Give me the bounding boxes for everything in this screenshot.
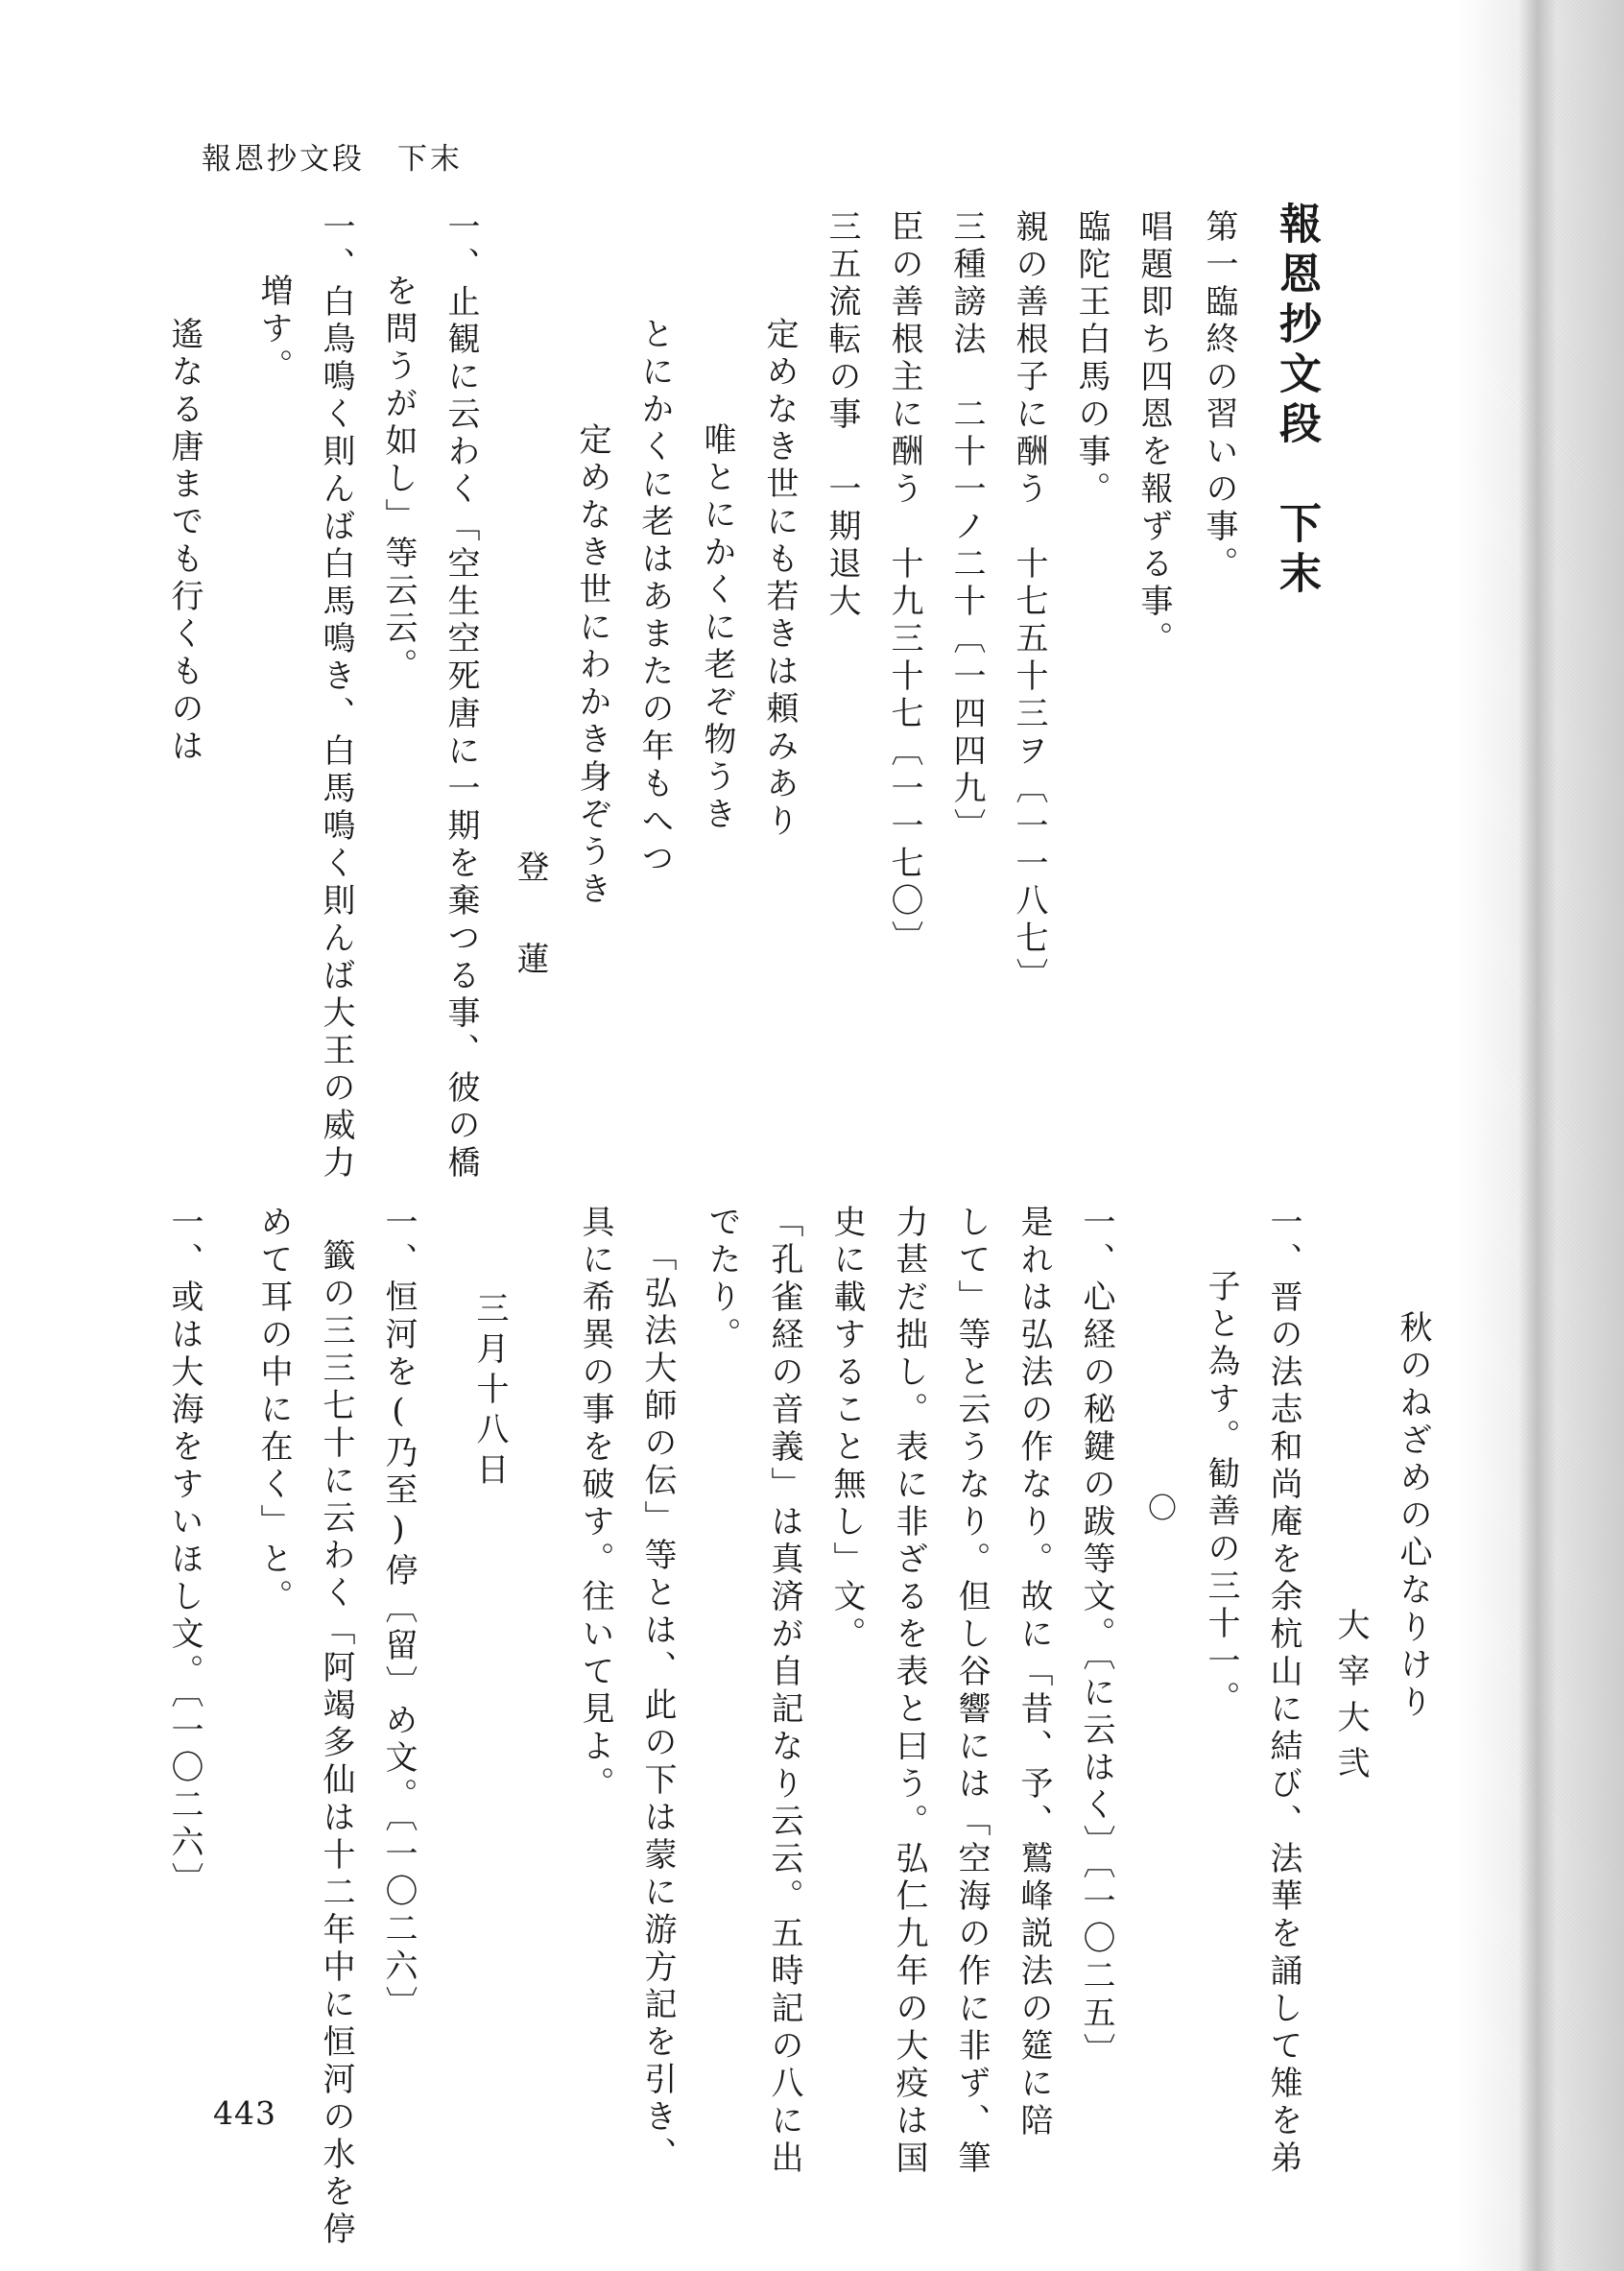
poem-line: 遙なる唐までも行くものは (165, 317, 203, 766)
text-column: 「孔雀経の音義」は真済が自記なり云云。五時記の八に出 (765, 1205, 803, 2178)
text-column: 具に希異の事を破す。往いて見よ。 (576, 1205, 614, 1804)
running-head: 報恩抄文段 下末 (202, 142, 463, 177)
page-number: 443 (213, 2094, 276, 2132)
text-column: 三種謗法 二十一ノ二十〔一四四九〕 (947, 209, 986, 846)
section-title: 報恩抄文段 下末 (1272, 202, 1321, 601)
poem-line: とにかくに老はあまたの年もへつ (635, 317, 674, 878)
text-column: 一、或は大海をすいほし文。〔一〇二六〕 (165, 1205, 203, 1900)
section-separator: 〇 (1142, 1493, 1176, 1526)
date-heading: 三月十八日 (470, 1291, 509, 1493)
text-column: 史に載すること無し」文。 (827, 1205, 866, 1654)
text-column: 一、恒河を(乃至)停〔留〕め文。〔一〇二六〕 (379, 1205, 418, 2023)
poem-author: 大宰大弐 (1331, 1608, 1370, 1792)
poem-line: 定めなき世にも若きは頼みあり (760, 317, 799, 841)
text-column: 一、心経の秘鍵の跋等文。〔に云はく〕〔一〇二五〕 (1077, 1205, 1115, 2070)
text-column: して」等と云うなり。但し谷響には「空海の作に非ず、筆 (952, 1205, 991, 2178)
text-column: 「弘法大師の伝」等とは、此の下は蒙に游方記を引き、 (638, 1238, 677, 2174)
text-column: 親の善根子に酬う 十七五十三ヲ〔一一八七〕 (1010, 209, 1048, 995)
text-column: 力甚だ拙し。表に非ざるを表と曰う。弘仁九年の大疫は国 (890, 1205, 928, 2178)
text-column: でたり。 (703, 1205, 741, 1354)
page-binding-edge (1518, 0, 1557, 2271)
text-column: 臨陀王白馬の事。 (1072, 209, 1111, 509)
text-column: 臣の善根主に酬う 十九三十七〔一一七〇〕 (885, 209, 923, 958)
text-column: 籤の三三七十に云わく「阿竭多仙は十二年中に恒河の水を停 (317, 1238, 355, 2249)
text-column: 子と為す。勧善の三十一。 (1202, 1269, 1240, 1718)
text-column: 一、止観に云わく「空生空死唐に一期を棄つる事、彼の橋 (442, 209, 480, 1183)
text-column: 三五流転の事 一期退大 (823, 209, 861, 621)
poem-line: 秋のねざめの心なりけり (1394, 1310, 1432, 1722)
poem-line: 定めなき世にわかき身ぞうき (573, 422, 611, 909)
text-column: を問うが如し」等云云。 (379, 274, 418, 685)
text-column: 唱題即ち四恩を報ずる事。 (1134, 209, 1173, 658)
text-column: 是れは弘法の作なり。故に「昔、予、鷲峰説法の筵に陪 (1015, 1205, 1053, 2140)
text-column: めて耳の中に在く」と。 (254, 1205, 293, 1616)
poem-line: 唯とにかくに老ぞ物うき (698, 422, 736, 834)
text-column: 第一臨終の習いの事。 (1200, 209, 1238, 584)
text-column: 一、晋の法志和尚庵を余杭山に結び、法華を誦して雉を弟 (1264, 1205, 1302, 2178)
text-column: 増す。 (254, 274, 293, 386)
text-column: 一、白鳥鳴く則んば白馬鳴き、白馬鳴く則んば大王の威力 (317, 209, 355, 1183)
poem-author: 登 蓮 (511, 849, 549, 988)
